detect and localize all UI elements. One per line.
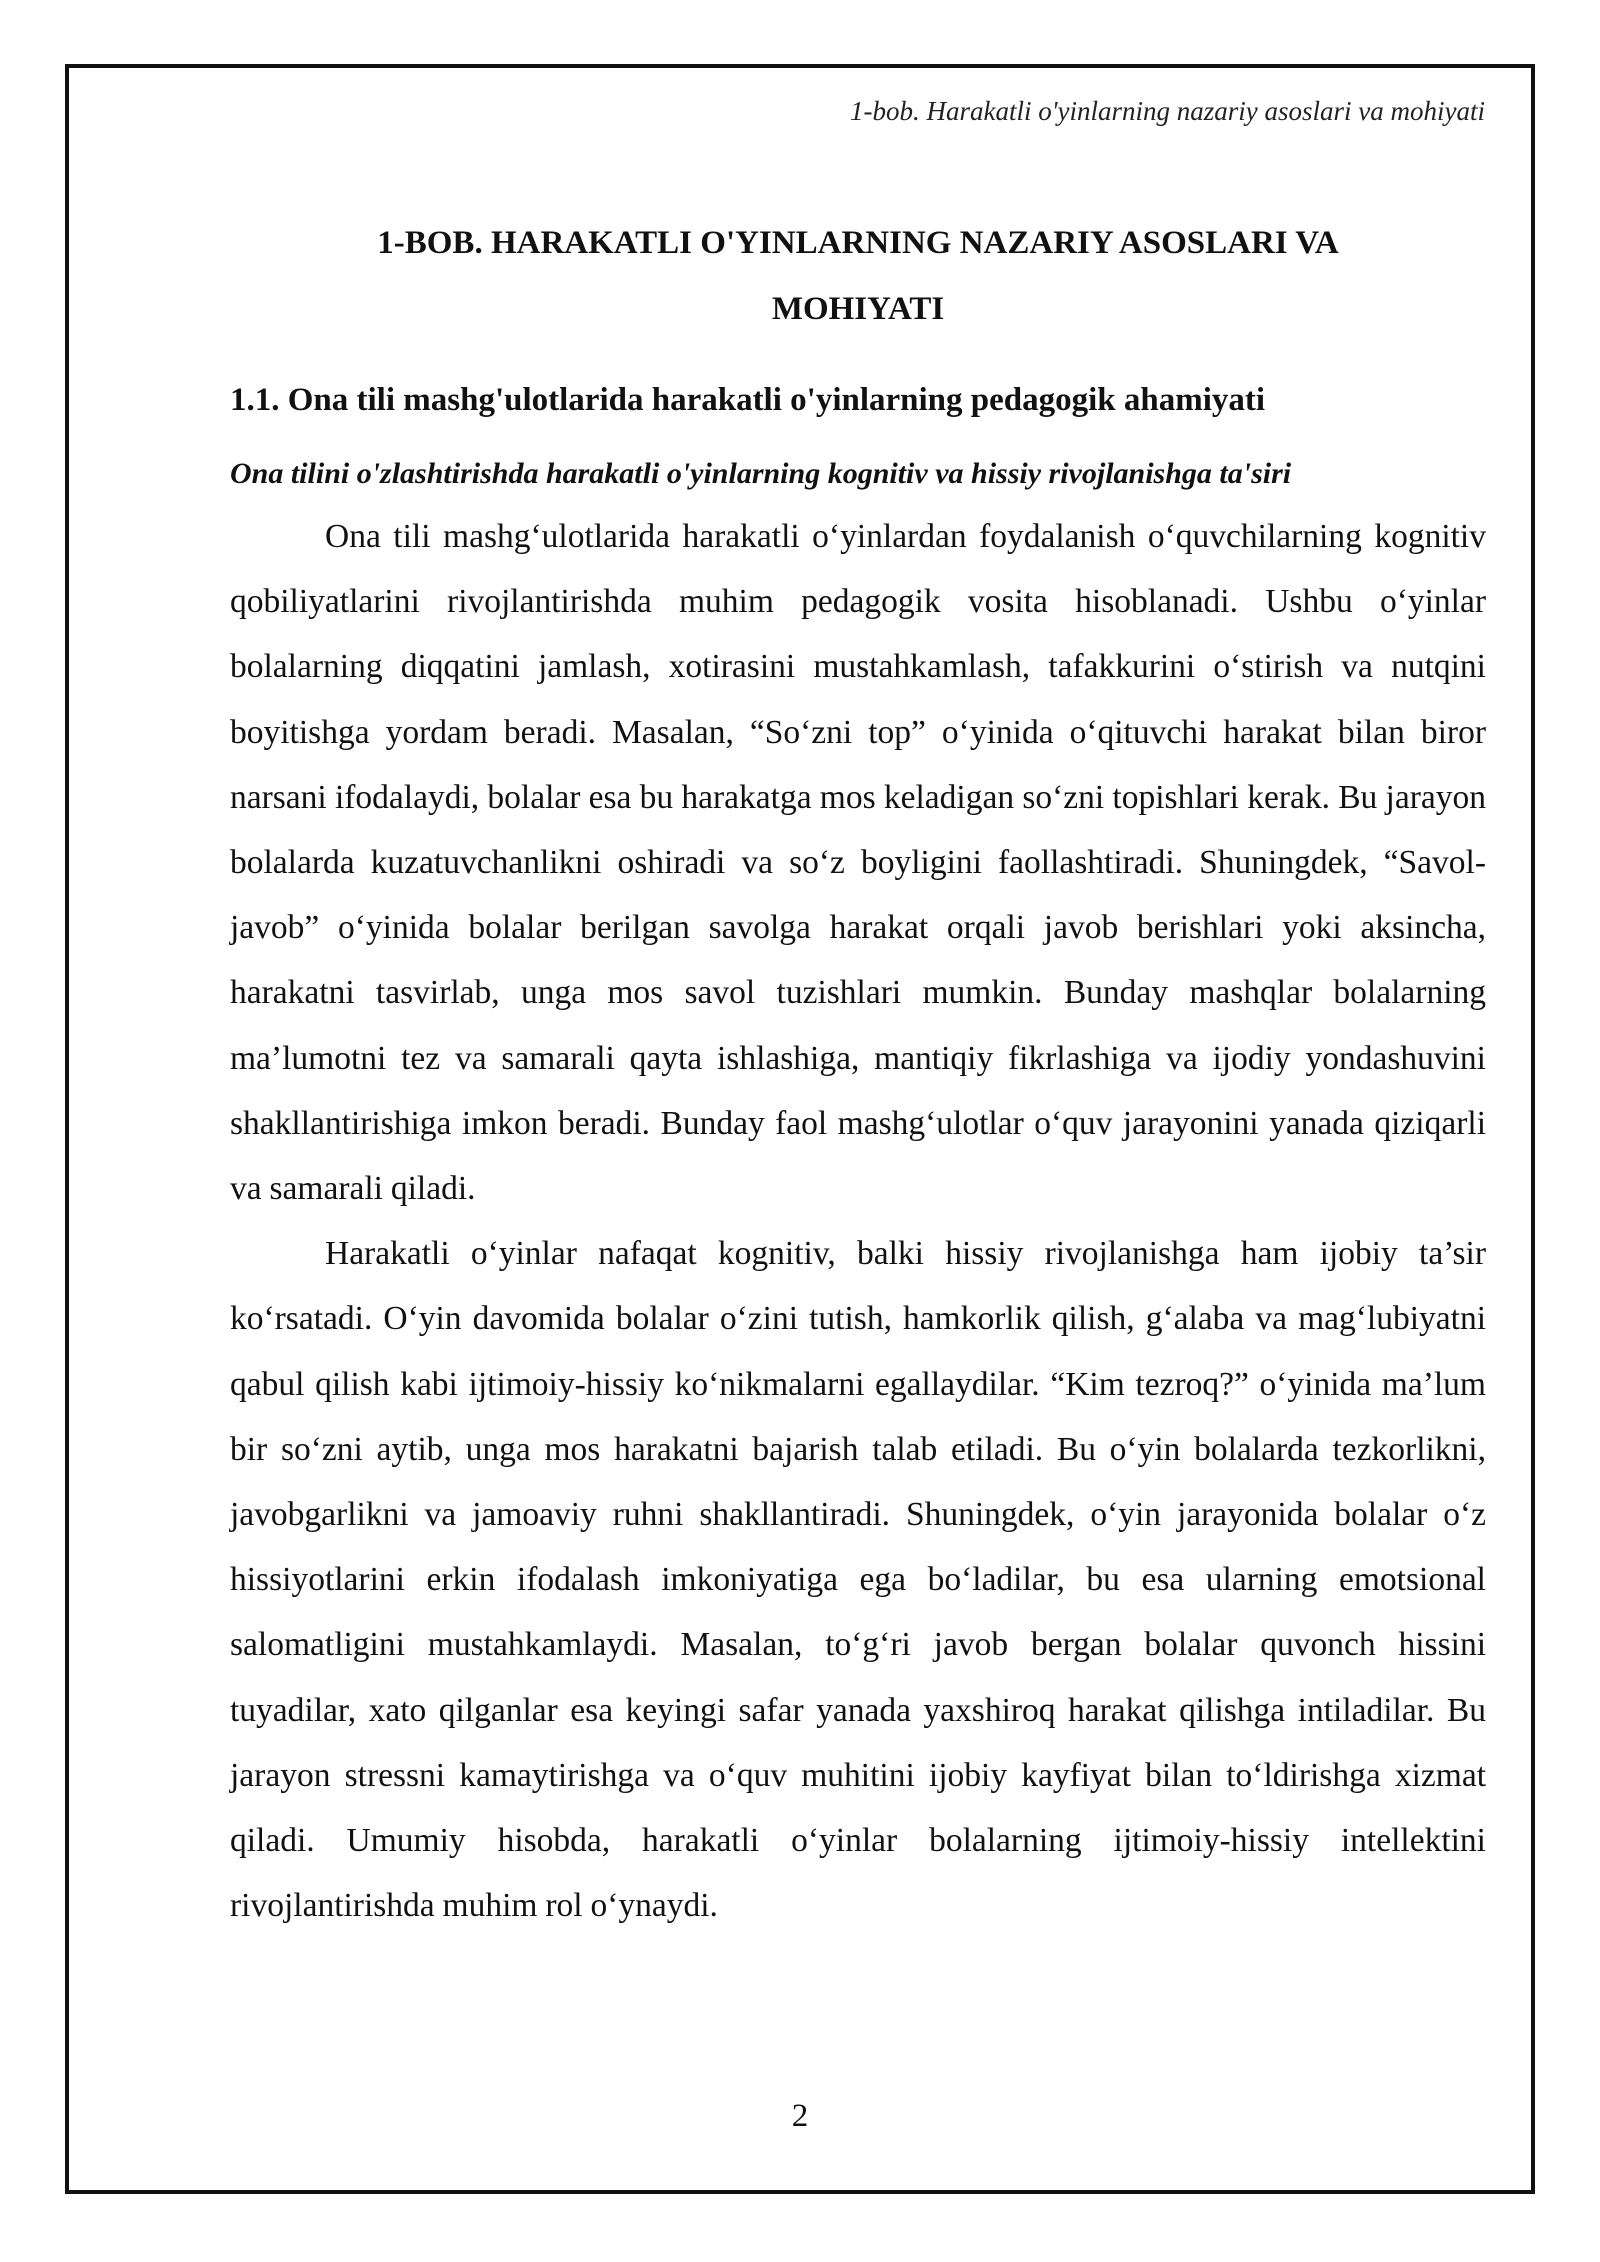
page-number: 2 (791, 2098, 809, 2134)
running-header: 1-bob. Harakatli o'yinlarning nazariy asoslari va mohiyati (849, 96, 1485, 126)
page-content (230, 210, 1486, 1938)
chapter-title: 1-BOB. HARAKATLI O'YINLARNING NAZARIY ASOSLARI VA MOHIYATI (377, 225, 1339, 327)
body-paragraph-1: Ona tili mashg‘ulotlarida harakatli o‘yinlardan foydalanish o‘quvchilarning kognitiv qobiliyatlarini rivojlantirishda muhim pedagogik vosita hisoblanadi. Ushbu o‘yinlar bolalarning diqqatini jamlash, xotirasini mustahkamlash, tafakkurini o‘stirish va nutqini boyitishga yordam beradi. Masalan, “So‘zni top” o‘yinida o‘qituvchi harakat bilan biror narsani ifodalaydi, bolalar esa bu harakatga mos keladigan so‘zni topishlari kerak. Bu jarayon bolalarda kuzatuvchanlikni oshiradi va so‘z boyligini faollashtiradi. Shuningdek, “Savol-javob” o‘yinida bolalar berilgan savolga harakat orqali javob berishlari yoki aksincha, harakatni tasvirlab, unga mos savol tuzishlari mumkin. Bunday mashqlar bolalarning ma’lumotni tez va samarali qayta ishlashiga, mantiqiy fikrlashiga va ijodiy yondashuvini shakllantirishiga imkon beradi. Bunday faol mashg‘ulotlar o‘quv jarayonini yanada qiziqarli va samarali qiladi. (230, 518, 1486, 1208)
section-title: 1.1. Ona tili mashg'ulotlarida harakatli o'yinlarning pedagogik ahamiyati (230, 382, 1266, 418)
section-subtitle: Ona tilini o'zlashtirishda harakatli o'yinlarning kognitiv va hissiy rivojlanishga ta'siri (230, 457, 1292, 490)
body-paragraph-2: Harakatli o‘yinlar nafaqat kognitiv, balki hissiy rivojlanishga ham ijobiy ta’sir ko‘rsatadi. O‘yin davomida bolalar o‘zini tutish, hamkorlik qilish, g‘alaba va mag‘lubiyatni qabul qilish kabi ijtimoiy-hissiy ko‘nikmalarni egallaydilar. “Kim tezroq?” o‘yinida ma’lum bir so‘zni aytib, unga mos harakatni bajarish talab etiladi. Bu o‘yin bolalarda tezkorlikni, javobgarlikni va jamoaviy ruhni shakllantiradi. Shuningdek, o‘yin jarayonida bolalar o‘z hissiyotlarini erkin ifodalash imkoniyatiga ega bo‘ladilar, bu esa ularning emotsional salomatligini mustahkamlaydi. Masalan, to‘g‘ri javob bergan bolalar quvonch hissini tuyadilar, xato qilganlar esa keyingi safar yanada yaxshiroq harakat qilishga intiladilar. Bu jarayon stressni kamaytirishga va o‘quv muhitini ijobiy kayfiyat bilan to‘ldirishga xizmat qiladi. Umumiy hisobda, harakatli o‘yinlar bolalarning ijtimoiy-hissiy intellektini rivojlantirishda muhim rol o‘ynaydi. (230, 1235, 1486, 1925)
